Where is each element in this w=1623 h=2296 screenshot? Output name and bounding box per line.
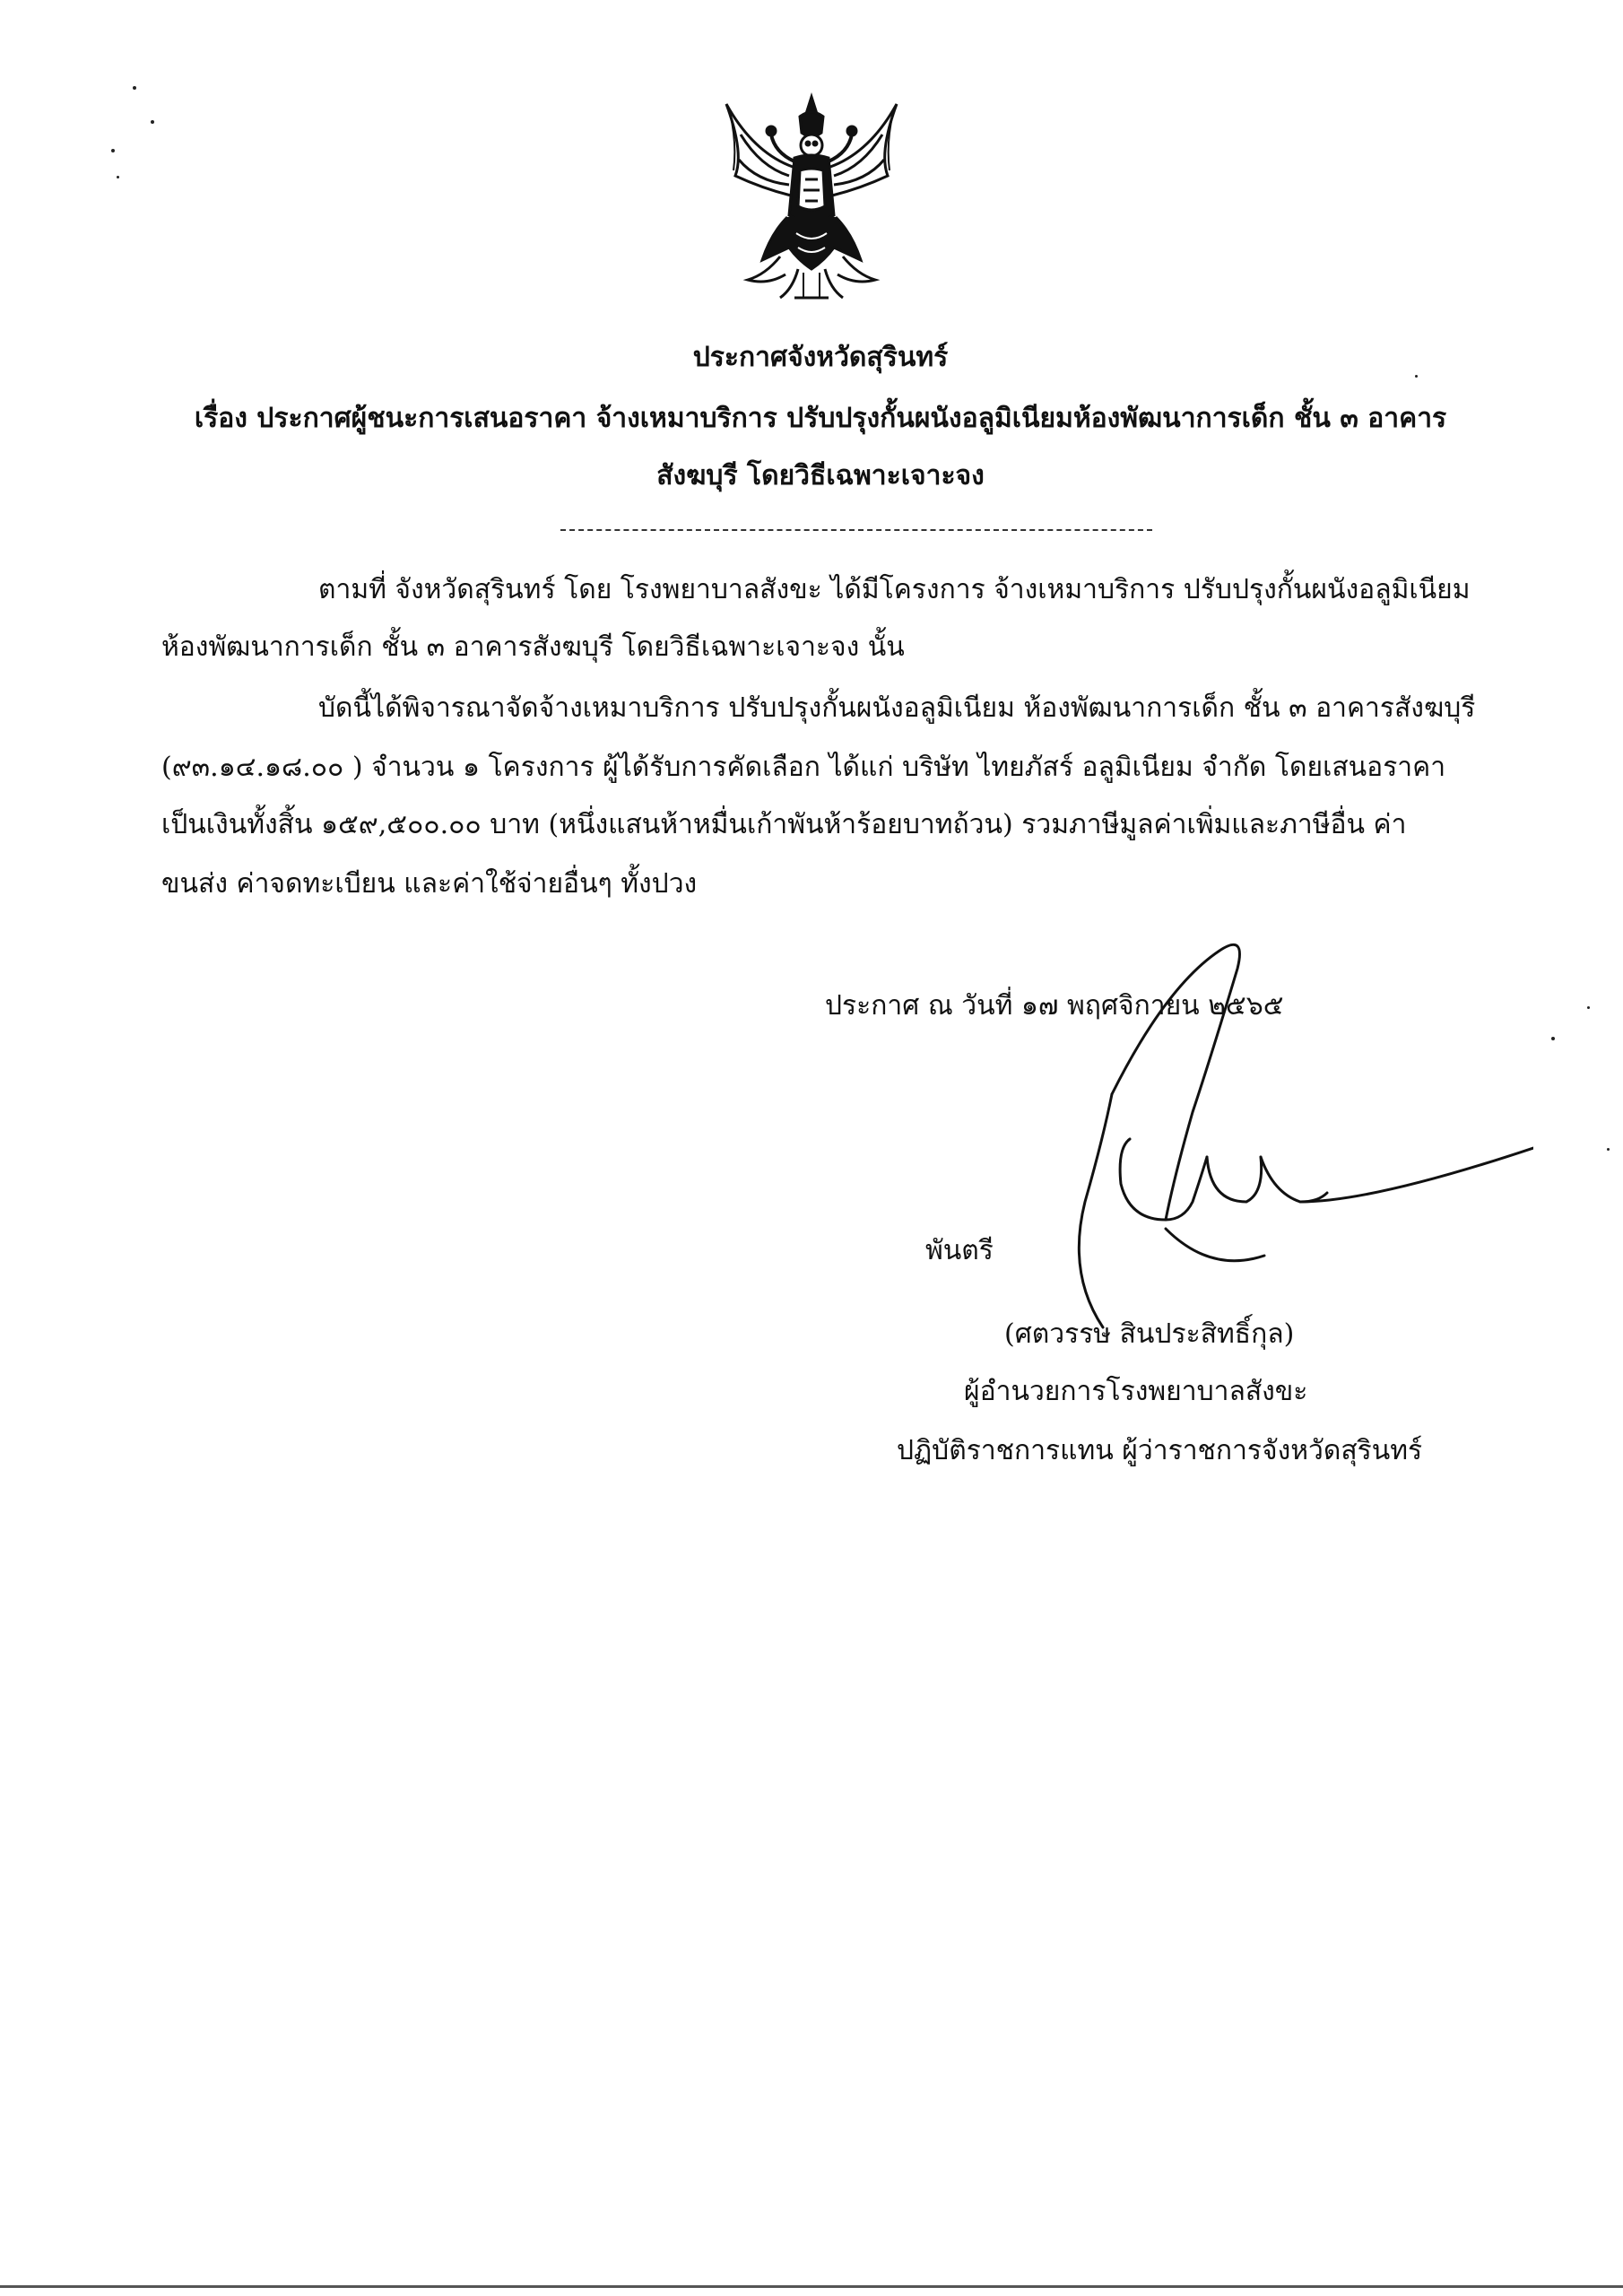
signatory-rank: พันตรี [925, 1235, 994, 1266]
handwritten-signature [1031, 933, 1533, 1345]
scan-speck [1551, 1037, 1555, 1040]
paragraph-2-line-3: เป็นเงินทั้งสิ้น ๑๕๙,๕๐๐.๐๐ บาท (หนึ่งแสนห้าหมื่นเก้าพันห้าร้อยบาทถ้วน) รวมภาษีมูลค่าเพิ่มและภาษีอื่น ค่า [161, 809, 1407, 840]
title-divider [560, 529, 1152, 531]
signatory-acting-for: ปฏิบัติราชการแทน ผู้ว่าราชการจังหวัดสุรินทร์ [897, 1435, 1423, 1466]
garuda-emblem-icon [717, 90, 906, 305]
paragraph-1-line-1: ตามที่ จังหวัดสุรินทร์ โดย โรงพยาบาลสังขะ ได้มีโครงการ จ้างเหมาบริการ ปรับปรุงกั้นผนังอลูมิเนียม [318, 574, 1471, 605]
paragraph-2-line-4: ขนส่ง ค่าจดทะเบียน และค่าใช้จ่ายอื่นๆ ทั้งปวง [161, 868, 698, 900]
scan-bottom-edge [0, 2285, 1623, 2288]
signatory-name: (ศตวรรษ สินประสิทธิ์กุล) [1004, 1318, 1295, 1350]
document-title: ประกาศจังหวัดสุรินทร์ [692, 342, 949, 373]
scan-speck [1607, 1148, 1610, 1151]
announcement-date: ประกาศ ณ วันที่ ๑๗ พฤศจิกายน ๒๕๖๕ [825, 990, 1284, 1022]
paragraph-1-line-2: ห้องพัฒนาการเด็ก ชั้น ๓ อาคารสังฆบุรี โดยวิธีเฉพาะเจาะจง นั้น [161, 631, 905, 663]
signatory-position: ผู้อำนวยการโรงพยาบาลสังขะ [964, 1376, 1308, 1407]
paragraph-2-line-1: บัดนี้ได้พิจารณาจัดจ้างเหมาบริการ ปรับปรุงกั้นผนังอลูมิเนียม ห้องพัฒนาการเด็ก ชั้น ๓ อาคารสังฆบุรี [318, 692, 1476, 724]
scan-speck [1587, 1006, 1590, 1009]
scan-speck [133, 86, 136, 90]
subject-line-2: สังฆบุรี โดยวิธีเฉพาะเจาะจง [656, 460, 985, 491]
scan-speck [111, 149, 115, 152]
subject-line-1: เรื่อง ประกาศผู้ชนะการเสนอราคา จ้างเหมาบริการ ปรับปรุงกั้นผนังอลูมิเนียมห้องพัฒนาการเด็ก ชั้น ๓ อาคาร [194, 403, 1447, 434]
scan-speck [151, 120, 154, 124]
scan-speck [117, 176, 119, 178]
paragraph-2-line-2: (๙๓.๑๔.๑๘.๐๐ ) จำนวน ๑ โครงการ ผู้ได้รับการคัดเลือก ได้แก่ บริษัท ไทยภัสร์ อลูมิเนียม จำกัด โดยเสนอราคา [161, 752, 1446, 783]
